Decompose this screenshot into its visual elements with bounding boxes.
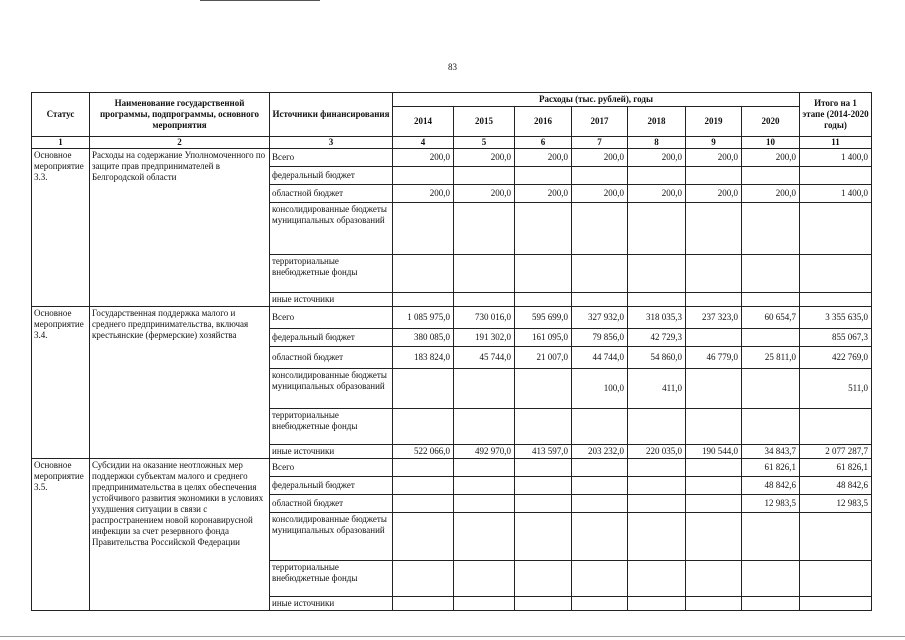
value-cell	[515, 369, 572, 409]
value-cell: 203 232,0	[572, 445, 628, 459]
value-cell	[572, 293, 628, 307]
source-cell: федеральный бюджет	[270, 329, 393, 347]
value-cell	[742, 329, 800, 347]
value-cell: 200,0	[572, 149, 628, 167]
source-cell: Всего	[270, 307, 393, 329]
value-cell	[742, 167, 800, 185]
year-header: 2016	[515, 107, 572, 137]
program-name-cell: Расходы на содержание Уполномоченного по защите прав предпринимателей в Белгородской области	[90, 149, 270, 307]
source-cell: территориальные внебюджетные фонды	[270, 409, 393, 445]
source-cell: территориальные внебюджетные фонды	[270, 561, 393, 597]
source-cell: областной бюджет	[270, 185, 393, 203]
value-cell	[572, 513, 628, 561]
value-cell	[742, 561, 800, 597]
value-cell	[686, 495, 742, 513]
value-cell	[515, 477, 572, 495]
value-cell	[454, 561, 515, 597]
source-cell: консолидированные бюджеты муниципальных образований	[270, 369, 393, 409]
value-cell	[393, 513, 454, 561]
value-cell	[454, 293, 515, 307]
column-index: 9	[686, 137, 742, 149]
value-cell: 237 323,0	[686, 307, 742, 329]
value-cell	[515, 597, 572, 611]
value-cell: 79 856,0	[572, 329, 628, 347]
value-cell: 411,0	[628, 369, 686, 409]
value-cell: 1 085 975,0	[393, 307, 454, 329]
value-cell	[572, 203, 628, 255]
value-cell: 200,0	[572, 185, 628, 203]
source-cell: иные источники	[270, 597, 393, 611]
source-cell: иные источники	[270, 293, 393, 307]
value-cell	[628, 597, 686, 611]
value-cell	[686, 477, 742, 495]
table-row	[32, 149, 872, 167]
source-cell: консолидированные бюджеты муниципальных образований	[270, 513, 393, 561]
value-cell: 21 007,0	[515, 347, 572, 369]
value-cell	[454, 203, 515, 255]
value-cell: 183 824,0	[393, 347, 454, 369]
column-index: 11	[800, 137, 872, 149]
value-cell: 100,0	[572, 369, 628, 409]
value-cell	[393, 459, 454, 477]
value-cell	[686, 459, 742, 477]
value-cell: 200,0	[515, 185, 572, 203]
value-cell: 61 826,1	[742, 459, 800, 477]
column-index: 6	[515, 137, 572, 149]
value-cell	[515, 167, 572, 185]
scan-artifact-top	[200, 0, 320, 1]
value-cell	[515, 561, 572, 597]
table-row	[32, 307, 872, 329]
value-cell	[393, 409, 454, 445]
value-cell	[628, 561, 686, 597]
value-cell	[515, 459, 572, 477]
year-header: 2015	[454, 107, 515, 137]
value-cell	[742, 369, 800, 409]
header-name: Наименование государственной программы, подпрограммы, основного мероприятия	[90, 93, 270, 137]
value-cell	[515, 293, 572, 307]
source-cell: областной бюджет	[270, 347, 393, 369]
value-cell: 318 035,3	[628, 307, 686, 329]
value-cell	[628, 167, 686, 185]
column-index: 5	[454, 137, 515, 149]
value-cell	[686, 293, 742, 307]
value-cell	[628, 459, 686, 477]
year-header: 2020	[742, 107, 800, 137]
value-cell: 200,0	[686, 185, 742, 203]
value-cell: 42 729,3	[628, 329, 686, 347]
value-cell	[742, 513, 800, 561]
page-number: 83	[448, 62, 457, 72]
year-header: 2019	[686, 107, 742, 137]
value-cell	[454, 477, 515, 495]
value-cell	[686, 369, 742, 409]
value-cell	[454, 409, 515, 445]
value-cell	[742, 409, 800, 445]
value-cell	[393, 167, 454, 185]
value-cell: 161 095,0	[515, 329, 572, 347]
value-cell	[628, 513, 686, 561]
value-cell	[572, 167, 628, 185]
value-cell	[572, 495, 628, 513]
column-index: 8	[628, 137, 686, 149]
value-cell: 60 654,7	[742, 307, 800, 329]
value-cell	[454, 513, 515, 561]
value-cell	[454, 167, 515, 185]
value-cell	[572, 255, 628, 293]
table-row	[32, 459, 872, 477]
value-cell	[515, 513, 572, 561]
total-cell	[800, 597, 872, 611]
year-header: 2014	[393, 107, 454, 137]
value-cell: 200,0	[393, 185, 454, 203]
value-cell	[454, 255, 515, 293]
total-cell: 1 400,0	[800, 185, 872, 203]
header-total: Итого на 1 этапе (2014-2020 годы)	[800, 93, 872, 137]
total-cell: 12 983,5	[800, 495, 872, 513]
value-cell	[393, 495, 454, 513]
total-cell: 422 769,0	[800, 347, 872, 369]
value-cell	[454, 459, 515, 477]
total-cell	[800, 255, 872, 293]
value-cell	[572, 477, 628, 495]
value-cell: 191 302,0	[454, 329, 515, 347]
value-cell: 54 860,0	[628, 347, 686, 369]
value-cell: 200,0	[628, 149, 686, 167]
total-cell: 48 842,6	[800, 477, 872, 495]
header-status: Статус	[32, 93, 90, 137]
value-cell	[628, 495, 686, 513]
column-index: 7	[572, 137, 628, 149]
value-cell: 200,0	[742, 185, 800, 203]
value-cell	[686, 409, 742, 445]
column-index: 4	[393, 137, 454, 149]
total-cell: 1 400,0	[800, 149, 872, 167]
value-cell	[454, 495, 515, 513]
value-cell: 200,0	[686, 149, 742, 167]
status-cell: Основное мероприятие 3.4.	[32, 307, 90, 459]
value-cell	[686, 513, 742, 561]
value-cell	[628, 293, 686, 307]
value-cell: 200,0	[742, 149, 800, 167]
source-cell: консолидированные бюджеты муниципальных образований	[270, 203, 393, 255]
value-cell: 200,0	[454, 149, 515, 167]
value-cell: 380 085,0	[393, 329, 454, 347]
total-cell	[800, 203, 872, 255]
value-cell	[393, 293, 454, 307]
value-cell	[515, 409, 572, 445]
value-cell: 492 970,0	[454, 445, 515, 459]
value-cell	[686, 167, 742, 185]
value-cell: 200,0	[393, 149, 454, 167]
value-cell: 200,0	[454, 185, 515, 203]
value-cell: 327 932,0	[572, 307, 628, 329]
column-index: 2	[90, 137, 270, 149]
value-cell: 730 016,0	[454, 307, 515, 329]
value-cell	[393, 255, 454, 293]
source-cell: Всего	[270, 149, 393, 167]
value-cell	[742, 255, 800, 293]
source-cell: Всего	[270, 459, 393, 477]
total-cell: 855 067,3	[800, 329, 872, 347]
total-cell: 3 355 635,0	[800, 307, 872, 329]
value-cell	[742, 597, 800, 611]
column-index: 3	[270, 137, 393, 149]
value-cell: 220 035,0	[628, 445, 686, 459]
source-cell: иные источники	[270, 445, 393, 459]
column-index: 1	[32, 137, 90, 149]
value-cell	[686, 329, 742, 347]
value-cell	[515, 203, 572, 255]
value-cell: 200,0	[515, 149, 572, 167]
value-cell	[686, 561, 742, 597]
value-cell	[742, 203, 800, 255]
value-cell: 45 744,0	[454, 347, 515, 369]
value-cell	[628, 409, 686, 445]
value-cell: 522 066,0	[393, 445, 454, 459]
total-cell: 61 826,1	[800, 459, 872, 477]
program-name-cell: Субсидии на оказание неотложных мер поддержки субъектам малого и среднего предпринимательства в целях обеспечения устойчивого развития экономики в условиях ухудшения ситуации в связи с распространением новой коронавирусной инфекции за счет резервного фонда Правительства Российской Федерации	[90, 459, 270, 611]
value-cell: 190 544,0	[686, 445, 742, 459]
value-cell: 413 597,0	[515, 445, 572, 459]
value-cell	[686, 255, 742, 293]
value-cell: 48 842,6	[742, 477, 800, 495]
value-cell: 12 983,5	[742, 495, 800, 513]
value-cell	[454, 597, 515, 611]
total-cell	[800, 409, 872, 445]
value-cell	[686, 203, 742, 255]
value-cell	[393, 203, 454, 255]
source-cell: территориальные внебюджетные фонды	[270, 255, 393, 293]
status-cell: Основное мероприятие 3.3.	[32, 149, 90, 307]
value-cell	[628, 255, 686, 293]
total-cell: 2 077 287,7	[800, 445, 872, 459]
financing-table	[31, 92, 872, 611]
value-cell	[572, 409, 628, 445]
value-cell	[515, 255, 572, 293]
header-expenses: Расходы (тыс. рублей), годы	[393, 93, 800, 107]
value-cell	[393, 597, 454, 611]
value-cell	[393, 369, 454, 409]
value-cell	[628, 203, 686, 255]
value-cell: 46 779,0	[686, 347, 742, 369]
value-cell	[628, 477, 686, 495]
status-cell: Основное мероприятие 3.5.	[32, 459, 90, 611]
value-cell	[572, 459, 628, 477]
value-cell: 25 811,0	[742, 347, 800, 369]
column-index: 10	[742, 137, 800, 149]
program-name-cell: Государственная поддержка малого и среднего предпринимательства, включая крестьянские (фермерские) хозяйства	[90, 307, 270, 459]
source-cell: федеральный бюджет	[270, 477, 393, 495]
value-cell	[572, 597, 628, 611]
value-cell	[393, 477, 454, 495]
value-cell: 200,0	[628, 185, 686, 203]
value-cell: 595 699,0	[515, 307, 572, 329]
scan-artifact-bottom	[0, 636, 905, 637]
total-cell	[800, 513, 872, 561]
year-header: 2018	[628, 107, 686, 137]
year-header: 2017	[572, 107, 628, 137]
value-cell	[393, 561, 454, 597]
value-cell	[515, 495, 572, 513]
value-cell	[742, 293, 800, 307]
value-cell: 44 744,0	[572, 347, 628, 369]
total-cell: 511,0	[800, 369, 872, 409]
source-cell: федеральный бюджет	[270, 167, 393, 185]
value-cell	[572, 561, 628, 597]
total-cell	[800, 167, 872, 185]
value-cell: 34 843,7	[742, 445, 800, 459]
total-cell	[800, 293, 872, 307]
header-sources: Источники финансирования	[270, 93, 393, 137]
value-cell	[686, 597, 742, 611]
source-cell: областной бюджет	[270, 495, 393, 513]
total-cell	[800, 561, 872, 597]
value-cell	[454, 369, 515, 409]
